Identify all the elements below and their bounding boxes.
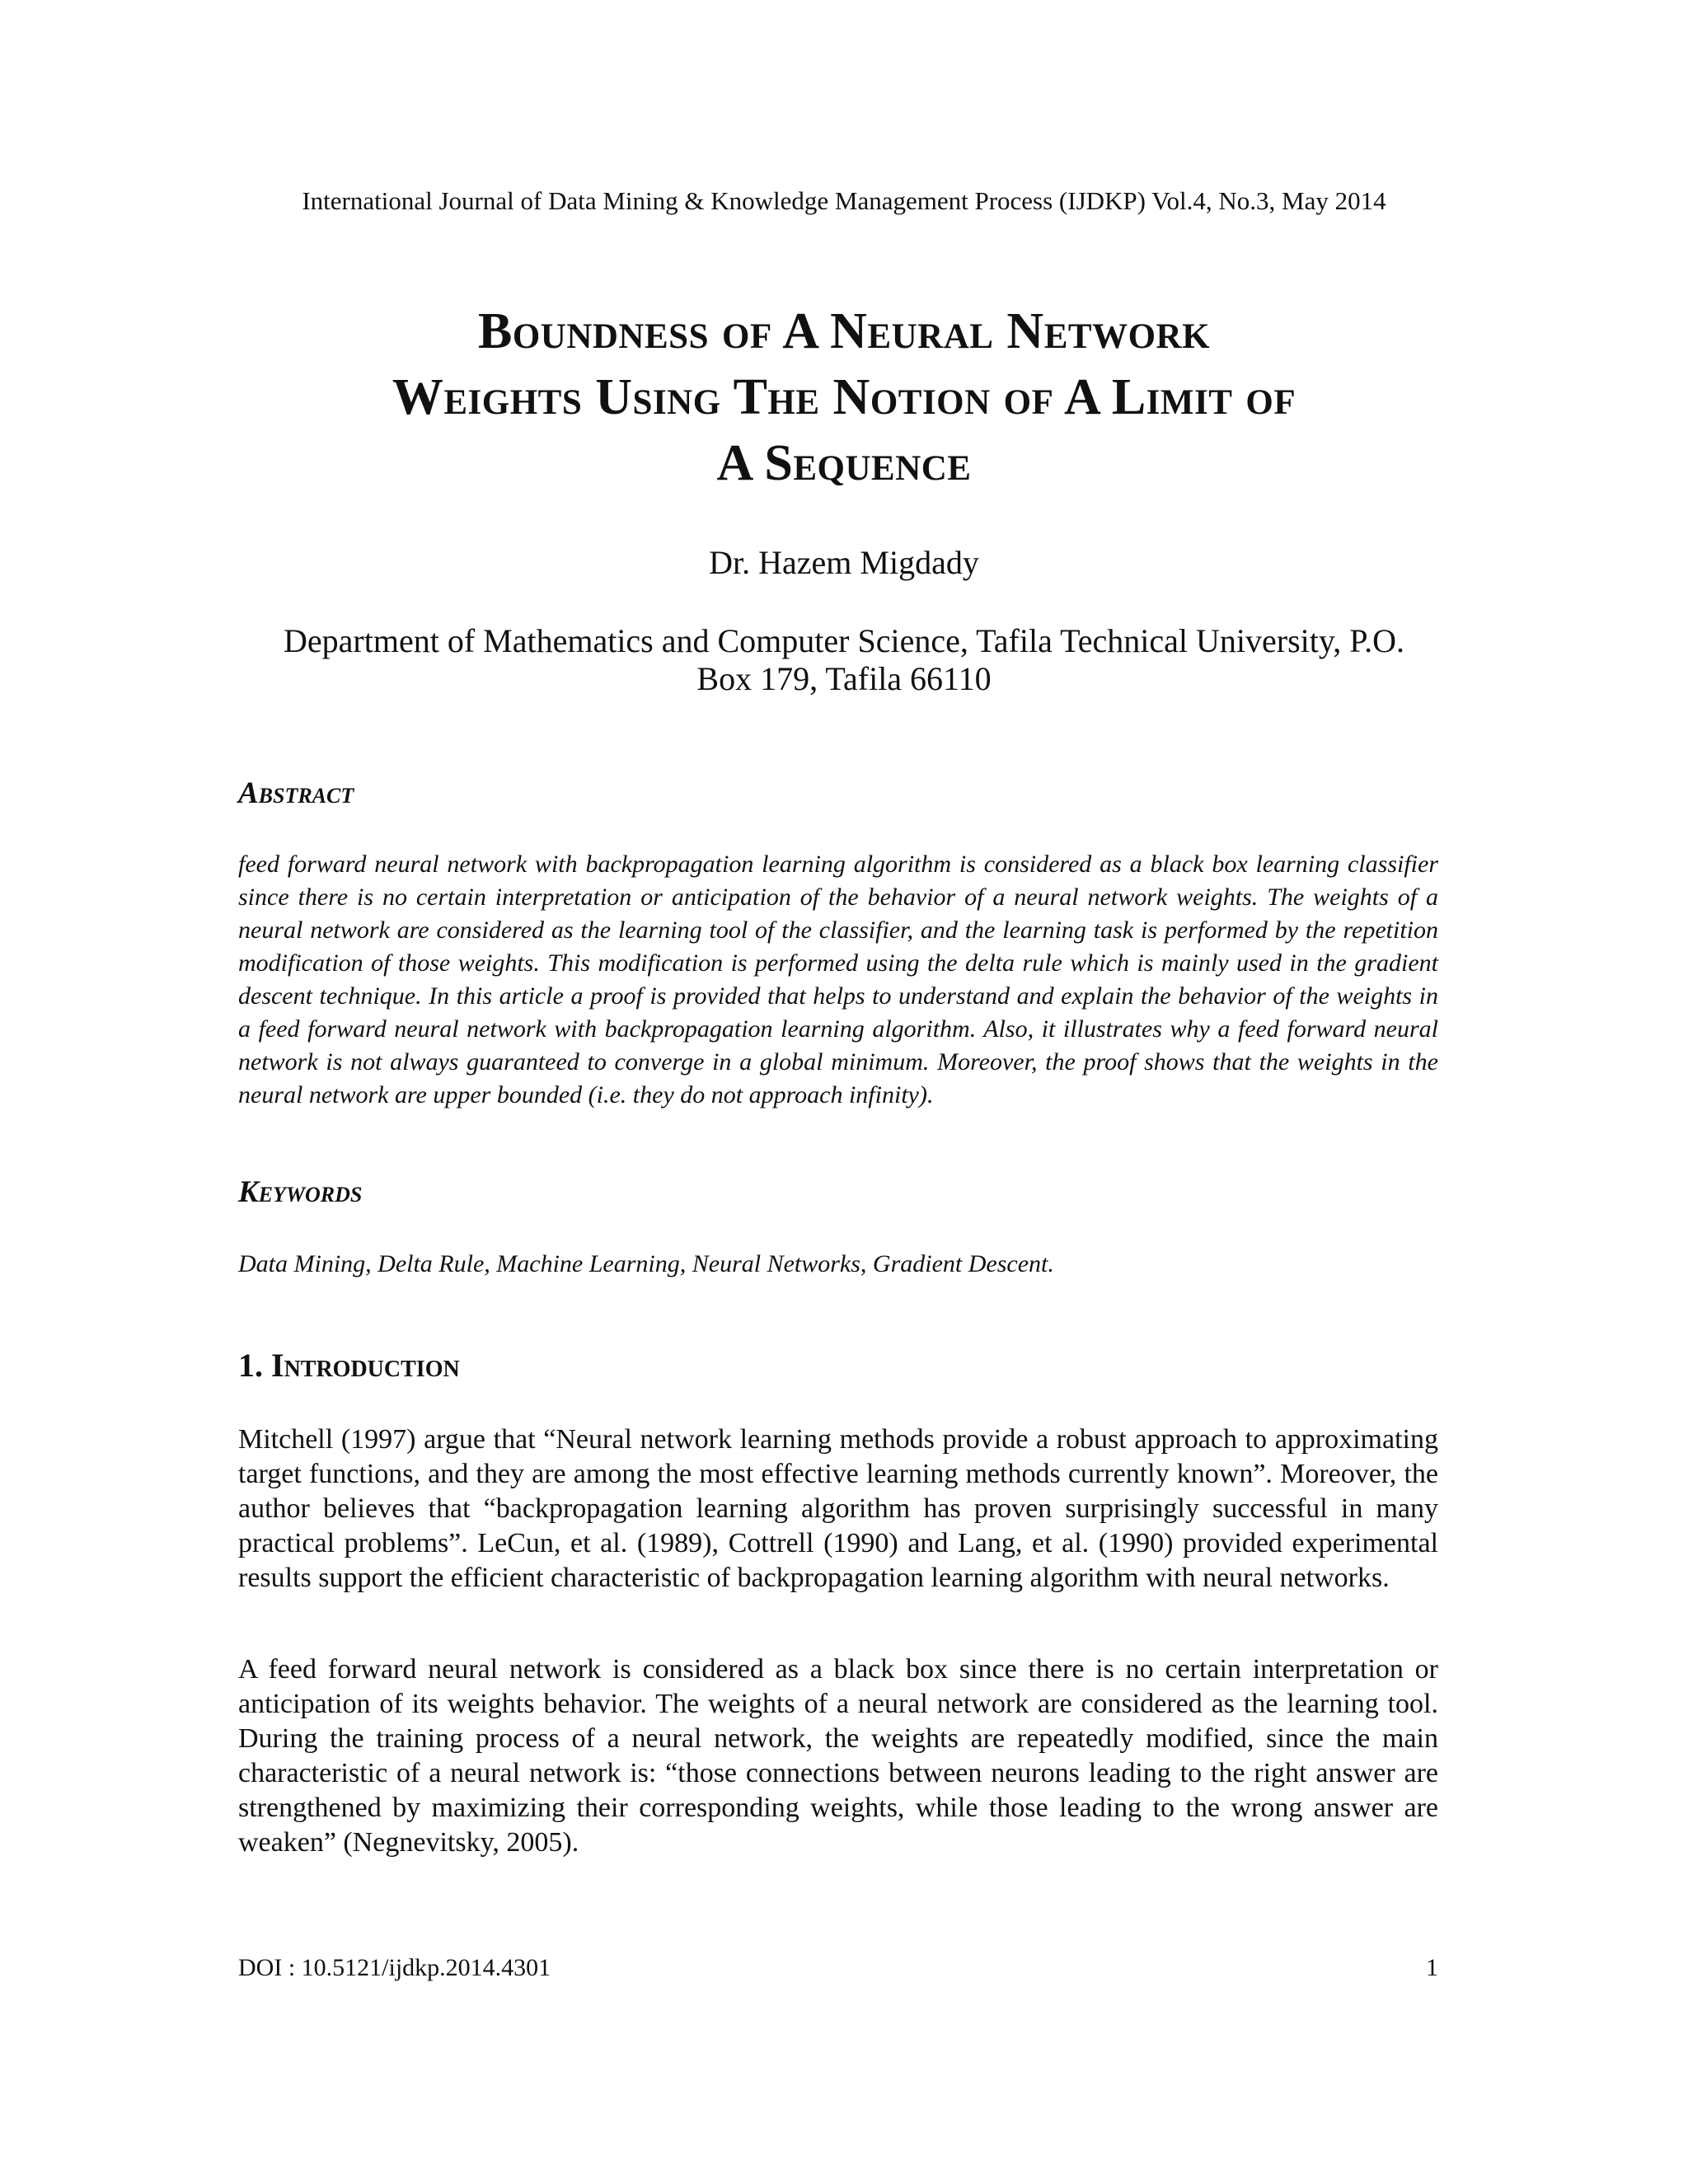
affiliation-line-1: Department of Mathematics and Computer Science, Tafila Technical University, P.O.	[284, 622, 1404, 659]
author-name: Dr. Hazem Migdady	[709, 544, 979, 581]
title-line-1: Boundness of A Neural Network	[477, 303, 1211, 359]
keywords-text: Data Mining, Delta Rule, Machine Learning, Neural Networks, Gradient Descent.	[238, 1250, 1054, 1277]
introduction-paragraph-2: A feed forward neural network is considered as a black box since there is no certain interpretation or anticipation of its weights behavior. The weights of a neural network are considered as the learning tool. During the training process of a neural network, the weights are repeatedly modified, since the main characteristic of a neural network is: “those connections between neurons leading to the right answer are strengthened by maximizing their corresponding weights, while those leading to the wrong answer are weaken” (Negnevitsky, 2005).	[238, 1654, 1438, 1858]
author-affiliation	[239, 622, 1449, 698]
paper-title	[206, 298, 1482, 496]
introduction-paragraph-1: Mitchell (1997) argue that “Neural network learning methods provide a robust approach to approximating target functions, and they are among the most effective learning methods currently known”. Moreover, the author believes that “backpropagation learning algorithm has proven surprisingly successful in many practical problems”. LeCun, et al. (1989), Cottrell (1990) and Lang, et al. (1990) provided experimental results support the efficient characteristic of backpropagation learning algorithm with neural networks.	[238, 1424, 1438, 1593]
keywords-heading: Keywords	[238, 1175, 363, 1209]
doi-footer: DOI : 10.5121/ijdkp.2014.4301	[238, 1954, 551, 1981]
title-line-3: A Sequence	[716, 435, 972, 491]
affiliation-line-2: Box 179, Tafila 66110	[696, 660, 992, 697]
abstract-text: feed forward neural network with backpropagation learning algorithm is considered as a black box learning classifier since there is no certain interpretation or anticipation of the behavior of a neural network weights. The weights of a neural network are considered as the learning tool of the classifier, and the learning task is performed by the repetition modification of those weights. This modification is performed using the delta rule which is mainly used in the gradient descent technique. In this article a proof is provided that helps to understand and explain the behavior of the weights in a feed forward neural network with backpropagation learning algorithm. Also, it illustrates why a feed forward neural network is not always guaranteed to converge in a global minimum. Moreover, the proof shows that the weights in the neural network are upper bounded (i.e. they do not approach infinity).	[238, 851, 1438, 1108]
running-header: International Journal of Data Mining & Knowledge Management Process (IJDKP) Vol.4, No.3, May 2014	[302, 186, 1386, 215]
title-line-2: Weights Using The Notion of A Limit of	[392, 369, 1296, 425]
page-number: 1	[1426, 1954, 1438, 1981]
abstract-heading: Abstract	[238, 776, 354, 810]
introduction-heading: 1. Introduction	[238, 1347, 460, 1384]
